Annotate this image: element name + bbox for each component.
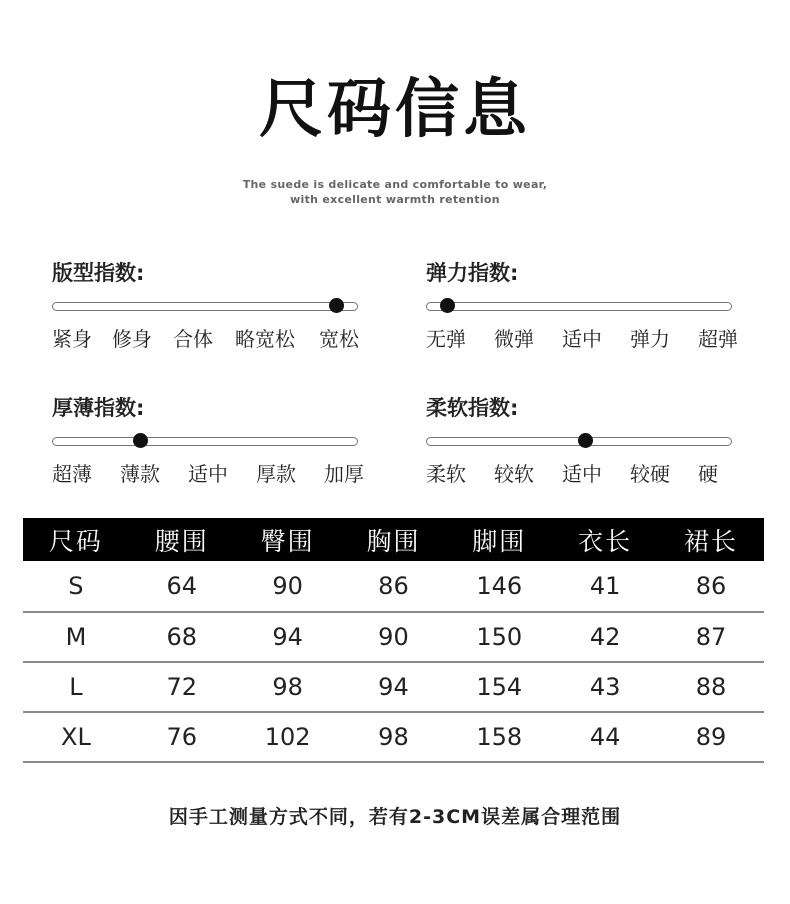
- table-cell: 41: [552, 561, 658, 612]
- index-label: 版型指数:: [52, 261, 145, 285]
- measurement-note: 因手工测量方式不同，若有2-3CM误差属合理范围: [168, 806, 622, 828]
- index-levels: [426, 326, 756, 352]
- table-cell: 88: [658, 662, 764, 712]
- index-level: 薄款: [120, 462, 160, 486]
- index-level: 柔软: [426, 462, 466, 486]
- table-cell: 44: [552, 712, 658, 762]
- index-marker: [329, 298, 344, 313]
- index-track: [52, 437, 358, 446]
- table-cell: 64: [129, 561, 235, 612]
- column-header: 胸围: [341, 518, 447, 561]
- index-level: 超弹: [698, 327, 738, 351]
- table-cell: 42: [552, 612, 658, 662]
- index-levels: [52, 326, 382, 352]
- table-cell: L: [23, 662, 129, 712]
- table-row: [23, 712, 764, 762]
- table-cell: 94: [235, 612, 341, 662]
- index-level: 超薄: [52, 462, 92, 486]
- column-header: 衣长: [552, 518, 658, 561]
- index-track: [52, 302, 358, 311]
- index-level: 弹力: [630, 327, 670, 351]
- page-title: 尺码信息: [259, 73, 531, 147]
- subtitle-line-2: with excellent warmth retention: [290, 193, 500, 206]
- fit-index: [52, 260, 382, 370]
- index-level: 紧身: [52, 327, 92, 351]
- table-cell: M: [23, 612, 129, 662]
- index-marker: [440, 298, 455, 313]
- table-cell: 72: [129, 662, 235, 712]
- table-cell: 89: [658, 712, 764, 762]
- index-level: 微弹: [494, 327, 534, 351]
- index-level: 合体: [173, 327, 213, 351]
- table-header-row: [23, 518, 764, 561]
- thickness-index: [52, 395, 382, 505]
- table-cell: 68: [129, 612, 235, 662]
- column-header: 尺码: [23, 518, 129, 561]
- index-level: 适中: [562, 462, 602, 486]
- index-level: 适中: [562, 327, 602, 351]
- table-cell: 146: [446, 561, 552, 612]
- index-level: 适中: [188, 462, 228, 486]
- column-header: 腰围: [129, 518, 235, 561]
- table-cell: 150: [446, 612, 552, 662]
- index-level: 厚款: [256, 462, 296, 486]
- table-cell: 43: [552, 662, 658, 712]
- index-level: 加厚: [324, 462, 364, 486]
- table-cell: 86: [341, 561, 447, 612]
- table-cell: 154: [446, 662, 552, 712]
- index-levels: [426, 461, 756, 487]
- index-track: [426, 302, 732, 311]
- table-cell: 98: [341, 712, 447, 762]
- table-cell: 86: [658, 561, 764, 612]
- table-cell: 98: [235, 662, 341, 712]
- table-cell: S: [23, 561, 129, 612]
- index-label: 弹力指数:: [426, 261, 519, 285]
- column-header: 脚围: [446, 518, 552, 561]
- subtitle: [0, 177, 790, 207]
- table-cell: XL: [23, 712, 129, 762]
- subtitle-line-1: The suede is delicate and comfortable to wear,: [242, 178, 548, 191]
- table-cell: 87: [658, 612, 764, 662]
- index-level: 修身: [112, 327, 152, 351]
- index-level: 无弹: [426, 327, 466, 351]
- index-level: 较软: [494, 462, 534, 486]
- index-level: 较硬: [630, 462, 670, 486]
- table-row: [23, 561, 764, 612]
- index-level: 硬: [698, 462, 718, 486]
- column-header: 臀围: [235, 518, 341, 561]
- table-cell: 90: [235, 561, 341, 612]
- index-level: 宽松: [319, 327, 359, 351]
- table-cell: 90: [341, 612, 447, 662]
- size-table: [23, 518, 764, 763]
- column-header: 裙长: [658, 518, 764, 561]
- elasticity-index: [426, 260, 756, 370]
- index-level: 略宽松: [235, 327, 295, 351]
- table-row: [23, 662, 764, 712]
- index-marker: [578, 433, 593, 448]
- table-cell: 158: [446, 712, 552, 762]
- table-cell: 76: [129, 712, 235, 762]
- table-cell: 102: [235, 712, 341, 762]
- index-label: 厚薄指数:: [52, 396, 145, 420]
- index-levels: [52, 461, 382, 487]
- table-row: [23, 612, 764, 662]
- softness-index: [426, 395, 756, 505]
- index-label: 柔软指数:: [426, 396, 519, 420]
- table-cell: 94: [341, 662, 447, 712]
